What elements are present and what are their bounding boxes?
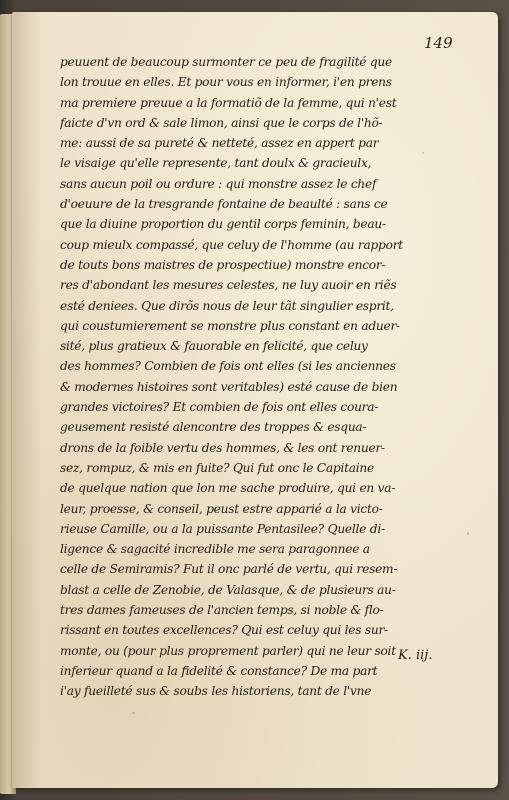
text-line: inferieur quand a la fidelité & constance? De ma part <box>60 663 378 678</box>
text-line: geusement resisté alencontre des troppes & esqua- <box>60 420 367 435</box>
text-line: sans aucun poil ou ordure : qui monstre assez le chef <box>60 176 377 191</box>
text-line: de touts bons maistres de prospectiue) monstre encor- <box>60 257 386 272</box>
text-line: grandes victoires? Et combien de fois ont elles coura- <box>60 400 379 415</box>
text-line: ligence & sagacité incredible me sera paragonnee a <box>60 542 370 557</box>
text-line: res d'abondant les mesures celestes, ne luy auoir en riẽs <box>60 278 397 293</box>
text-line: tres dames fameuses de l'ancien temps, si noble & flo- <box>60 603 384 618</box>
text-line: esté deniees. Que dirõs nous de leur tãt singulier esprit, <box>60 298 394 313</box>
page-number: 149 <box>424 34 453 52</box>
text-line: lon trouue en elles. Et pour vous en informer, i'en prens <box>60 75 392 90</box>
text-line: drons de la foible vertu des hommes, & les ont renuer- <box>60 440 385 455</box>
text-line: peuuent de beaucoup surmonter ce peu de fragilité que <box>60 55 392 69</box>
text-line: des hommes? Combien de fois ont elles (si les anciennes <box>60 359 396 374</box>
text-line: blast a celle de Zenobie, de Valasque, & de plusieurs au- <box>60 582 396 597</box>
paper-speck <box>132 712 135 714</box>
text-line: de quelque nation que lon me sache produire, qui en va- <box>60 481 396 496</box>
text-line: que la diuine proportion du gentil corps feminin, beau- <box>60 217 386 232</box>
text-line: faicte d'vn ord & sale limon, ainsi que le corps de l'hõ- <box>60 115 383 130</box>
text-line: qui coustumierement se monstre plus constant en aduer- <box>60 318 400 333</box>
body-text <box>60 52 468 702</box>
text-line: ma premiere preuue a la formatiõ de la femme, qui n'est <box>60 95 397 110</box>
text-line: i'ay fueilleté sus & soubs les historiens, tant de l'vne <box>60 684 372 699</box>
text-line: monte, ou (pour plus proprement parler) qui ne leur soit <box>60 643 396 658</box>
signature-mark: K. iij. <box>398 648 433 663</box>
text-line: coup mieulx compassé, que celuy de l'homme (au rapport <box>60 237 403 252</box>
text-line: sez, rompuz, & mis en fuite? Qui fut onc le Capitaine <box>60 460 374 475</box>
text-line: le visaige qu'elle represente, tant doulx & gracieulx, <box>60 156 372 171</box>
text-line: sité, plus gratieux & fauorable en felicité, que celuy <box>60 339 368 354</box>
text-line: me: aussi de sa pureté & netteté, assez en appert par <box>60 136 379 151</box>
text-line: celle de Semiramis? Fut il onc parlé de vertu, qui resem- <box>60 562 398 577</box>
text-line: rieuse Camille, ou a la puissante Pentasilee? Quelle di- <box>60 521 385 536</box>
text-line: leur, proesse, & conseil, peust estre apparié a la victo- <box>60 501 383 516</box>
text-line: & modernes histoires sont veritables) esté cause de bien <box>60 379 398 394</box>
text-line: rissant en toutes excellences? Qui est celuy qui les sur- <box>60 623 388 638</box>
text-line: d'oeuure de la tresgrande fontaine de beaulté : sans ce <box>60 197 388 212</box>
